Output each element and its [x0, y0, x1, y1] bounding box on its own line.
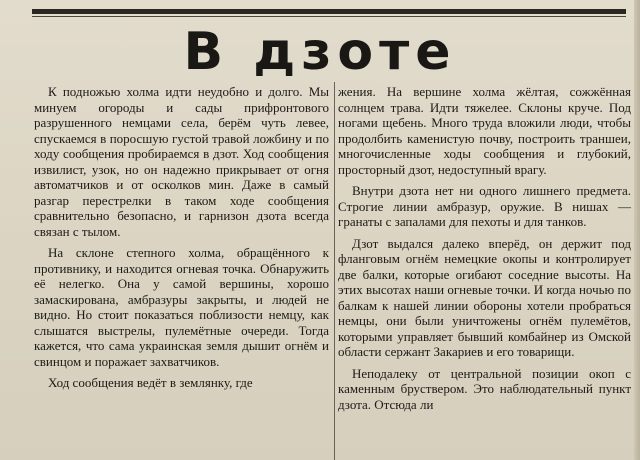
page-edge: [634, 0, 640, 460]
article-headline: В дзоте: [183, 22, 457, 82]
right-column: [338, 84, 631, 418]
paragraph: Внутри дзота нет ни одного лишнего предмета. Строгие линии амбразур, оружие. В нишах — гранаты с запалами для пехоты и для танков.: [338, 183, 631, 229]
left-column: [34, 84, 329, 397]
paragraph: Ход сообщения ведёт в землянку, где: [48, 375, 253, 390]
paragraph: К подножью холма идти неудобно и долго. Мы минуем огороды и сады прифронтового разрушенного немцами села, берём чуть левее, спускаемся в поросшую густой травой ложбину и по ходу сообщения пробираемся в дзот. Ход сообщения извилист, узок, но он надежно прикрывает от огня автоматчиков и от осколков мин. Даже в самый разгар перестрелки в таком ходе сообщения сравнительно безопасно, и гарнизон дзота всегда связан с тылом.: [34, 84, 329, 239]
top-rule: [32, 9, 626, 14]
paragraph: На склоне степного холма, обращённого к противнику, и находится огневая точка. Обнаружить её нелегко. Она у самой вершины, хорошо замаскирована, амбразуры закрыты, и людей не видно. Но стоит показаться поблизости немцу, как слышатся выстрелы, пулемётные очереди. Тогда кажется, что сама украинская земля дышит огнём и свинцом и поражает захватчиков.: [34, 245, 329, 369]
paragraph: жения. На вершине холма жёлтая, сожжённая солнцем трава. Идти тяжелее. Склоны круче. Под ногами щебень. Много труда вложили люди, чтобы продолбить каменистую почву, построить траншеи, многочисленные ходы сообщения и глубокий, просторный дзот, недоступный врагу.: [338, 84, 631, 177]
paragraph: Дзот выдался далеко вперёд, он держит под фланговым огнём немецкие окопы и контролирует две балки, которые огибают соседние высоты. На этих высотах наши огневые точки. И когда ночью по балкам к нашей линии обороны хотели пробраться немцы, они были уничтожены огнём пулемётов, которыми управляет бывший комбайнер из Омской области сержант Закариев и его товарищи.: [338, 235, 631, 359]
paragraph: Неподалеку от центральной позиции окоп с каменным бруствером. Это наблюдательный пункт дзота. Отсюда ли: [338, 365, 631, 412]
column-divider: [334, 82, 335, 460]
top-rule-thin: [32, 16, 626, 17]
